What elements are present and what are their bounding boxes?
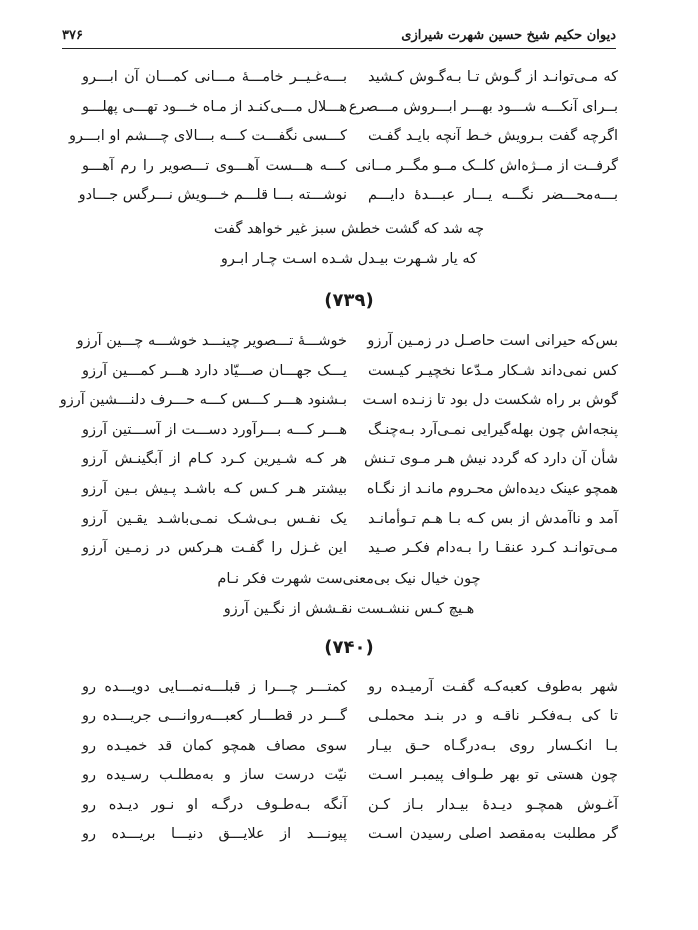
book-title: دیوان حکیم شیخ حسین شهرت شیرازی <box>401 28 616 43</box>
first-hemistich: بــرای آنکـــه شـــود بهـــر ابـــروش مـــصرع <box>348 98 618 115</box>
second-hemistich: آنگه بـه‌طـوف درگـه او نـور دیـده رو <box>82 796 347 813</box>
couplet-row <box>0 505 698 533</box>
first-hemistich: مـی‌توانـد کـرد عنقـا را بـه‌دام فکـر صـید <box>368 540 618 557</box>
second-hemistich: نوشـــته بـــا قلـــم خـــویش نـــرگس جـــادو <box>78 187 347 204</box>
first-hemistich: همچو عینک دیده‌اش محـروم مانـد از نگـاه <box>366 481 618 497</box>
first-hemistich: گوش بر راه شکست دل بود تا زنـده اسـت <box>362 392 618 409</box>
couplet-row <box>0 702 698 730</box>
first-hemistich: که مـی‌توانـد از گـوش تـا بـه‌گـوش کـشید <box>368 69 618 85</box>
couplet-row <box>0 63 698 91</box>
second-hemistich: گـــر در قطـــار کعبـــه‌روانـــی جریـــده رو <box>82 708 347 725</box>
closing-verse: که یار شـهرت بیـدل شـده اسـت چـار ابـرو <box>220 251 478 267</box>
closing-verse: چه شد که گشت خطش سبز غیر خواهد گفت <box>213 221 485 237</box>
first-hemistich: شهر به‌طوف کعبه‌کـه گفـت آرمیـده رو <box>368 679 618 695</box>
second-hemistich: هر کـه شـیرین کـرد کـام از آبگینـش آرزو <box>82 451 347 468</box>
second-hemistich: هـــلال مـــی‌کنـد از مـاه خـــود تهـــی پهلـــو <box>82 98 347 115</box>
couplet-row <box>0 386 698 414</box>
poem-number-heading: (۷۴۰) <box>324 637 374 658</box>
first-hemistich: گرفــت از مــژه‌اش کلــک مــو مگــر مــانی <box>355 157 618 174</box>
first-hemistich: چون هستی تو بهر طـواف پیمبـر اسـت <box>368 767 618 784</box>
second-hemistich: یـــک جهـــان صـــیّاد دارد هـــر کمـــین آرزو <box>82 362 347 379</box>
closing-verse: چون خیال نیک بی‌معنی‌ست شهرت فکر نـام <box>217 571 481 587</box>
couplet-row <box>0 475 698 503</box>
couplet-row <box>0 327 698 355</box>
second-hemistich: نیّت درست ساز و به‌مطلـب رسـیده رو <box>82 767 347 784</box>
second-hemistich: سوی مصاف همچو کمان قد خمیـده رو <box>82 737 347 754</box>
first-hemistich: کس نمی‌داند شـکار مـدّعا نخچیـر کیـست <box>368 362 618 379</box>
couplet-row <box>0 181 698 209</box>
couplet-row <box>0 122 698 150</box>
first-hemistich: بـــه‌محـــضر نگـــه یـــار عبـــدهٔ دایـــم <box>368 187 618 204</box>
couplet-row <box>0 152 698 180</box>
second-hemistich: کمتـــر چـــرا ز قبلـــه‌نمـــایی دویـــده رو <box>82 679 347 695</box>
first-hemistich: بس‌که حیرانی است حاصـل در زمـین آرزو <box>367 333 618 349</box>
second-hemistich: این غـزل را گفـت هـرکس در زمـین آرزو <box>82 540 347 557</box>
couplet-row <box>0 93 698 121</box>
second-hemistich: کـــسی نگفـــت کـــه بـــالای چـــشم او ابـــرو <box>68 128 347 145</box>
first-hemistich: آغـوش همچـو دیـدهٔ بیـدار بـاز کـن <box>368 796 618 813</box>
second-hemistich: خوشـــهٔ تـــصویر چینـــد خوشـــه چـــین آرزو <box>76 333 347 349</box>
closing-line <box>0 215 698 243</box>
first-hemistich: بـا انکـسار روی بـه‌درگـاه حـق بیـار <box>368 737 618 754</box>
couplet-row <box>0 820 698 848</box>
couplet-row <box>0 534 698 562</box>
first-hemistich: اگرچه گفت بـرویش خـط آنچه بایـد گفـت <box>368 128 618 145</box>
second-hemistich: بـشنود هـــر کـــس کـــه حـــرف دلنـــشین آرزو <box>59 392 347 409</box>
first-hemistich: پنجه‌اش چون بهله‌گیرایی نمـی‌آرد بـه‌چنـگ <box>368 421 618 438</box>
second-hemistich: پیونـــد از علایـــق دنیـــا بریـــده رو <box>82 826 347 842</box>
second-hemistich: کـــه هـــست آهـــوی تـــصویر را رم آهـــو <box>82 157 347 174</box>
second-hemistich: بـــه‌غـیــر خامـــهٔ مـــانی کمـــان آن ابـــرو <box>82 69 347 85</box>
closing-verse: هـیچ کـس ننشـست نقـشش از نگـین آرزو <box>223 601 475 617</box>
second-hemistich: یک نفـس بـی‌شـک نمـی‌باشـد یقـین آرزو <box>82 510 347 527</box>
first-hemistich: شأن آن دارد که گردد نیش هـر مـوی تـنش <box>364 451 618 468</box>
couplet-row <box>0 416 698 444</box>
page-number: ۳۷۶ <box>62 28 83 43</box>
couplet-row <box>0 761 698 789</box>
poem-number-heading: (۷۳۹) <box>324 290 374 311</box>
second-hemistich: بیشتر هـر کـس کـه باشـد پـیش بـین آرزو <box>82 481 347 497</box>
first-hemistich: آمد و ناآمدش از بس کـه بـا هـم تـوأمانـد <box>368 510 618 527</box>
couplet-row <box>0 357 698 385</box>
closing-line <box>0 245 698 273</box>
closing-line <box>0 595 698 623</box>
closing-line <box>0 565 698 593</box>
second-hemistich: هـــر کـــه بـــرآورد دســـت از آســـتین آرزو <box>82 421 347 438</box>
page-header <box>62 22 616 49</box>
couplet-row <box>0 791 698 819</box>
couplet-row <box>0 732 698 760</box>
first-hemistich: تا کی بـه‌فکـر ناقـه و در بنـد محملـی <box>368 708 618 725</box>
couplet-row <box>0 673 698 701</box>
first-hemistich: گر مطلبت به‌مقصد اصلی رسیدن اسـت <box>368 826 618 842</box>
couplet-row <box>0 445 698 473</box>
